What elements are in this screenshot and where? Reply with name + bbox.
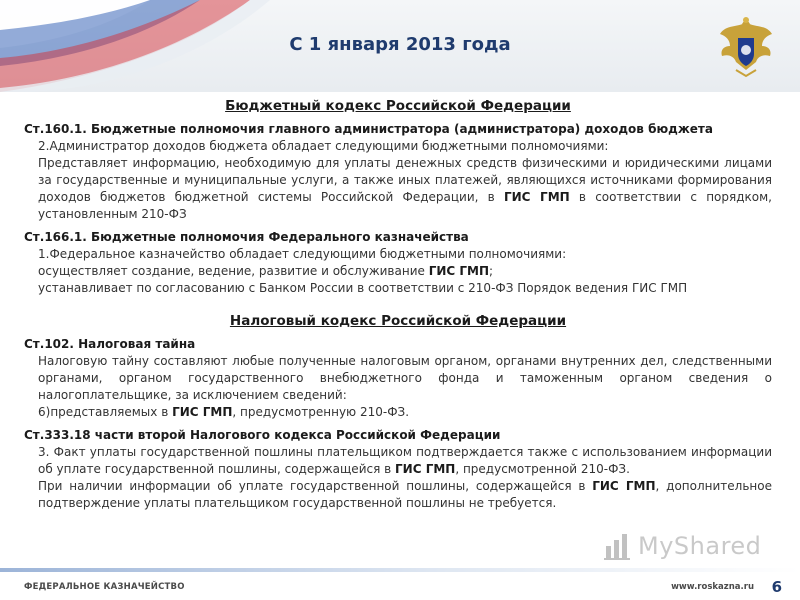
budget-code-title: Бюджетный кодекс Российской Федерации (225, 98, 571, 114)
article-102-p1: Налоговую тайну составляют любые полученные налоговым органом, органами внутренних дел, следственными органами, органом государственного внебюджетного фонда и таможенным органом сведения о налогоплательщике, за исключением сведений: (38, 354, 772, 402)
article-102-p2: 6)представляемых в ГИС ГМП, предусмотренную 210-ФЗ. (38, 405, 410, 419)
footer-org: ФЕДЕРАЛЬНОЕ КАЗНАЧЕЙСТВО (24, 582, 185, 592)
article-160-title: Ст.160.1. Бюджетные полномочия главного администратора (администратора) доходов бюджета (24, 122, 713, 136)
article-166-p3: устанавливает по согласованию с Банком России в соответствии с 210-ФЗ Порядок ведения ГИС ГМП (38, 281, 688, 295)
page-number: 6 (771, 578, 782, 596)
article-333-p2: При наличии информации об уплате государственной пошлины, содержащейся в ГИС ГМП, дополнительное подтверждение уплаты плательщиком государственной пошлины не требуется. (38, 479, 772, 510)
tax-code-title: Налоговый кодекс Российской Федерации (229, 313, 567, 329)
article-166-p2: осуществляет создание, ведение, развитие и обслуживание ГИС ГМП; (38, 264, 494, 278)
article-166-p1: 1.Федеральное казначейство обладает следующими бюджетными полномочиями: (38, 247, 567, 261)
slide-footer (0, 568, 800, 600)
article-333-title: Ст.333.18 части второй Налогового кодекса Российской Федерации (24, 428, 501, 442)
watermark-logo-icon (604, 528, 634, 560)
slide-header (0, 0, 800, 92)
article-102-title: Ст.102. Налоговая тайна (24, 337, 196, 351)
article-160-p1: 2.Администратор доходов бюджета обладает следующими бюджетными полномочиями: (38, 139, 609, 153)
coat-of-arms-icon (716, 14, 776, 80)
footer-divider (0, 568, 800, 572)
watermark (604, 528, 774, 568)
slide-title: С 1 января 2013 года (289, 34, 511, 55)
article-333-p1: 3. Факт уплаты государственной пошлины плательщиком подтверждается также с использованием информации об уплате государственной пошлины, содержащейся в ГИС ГМП, предусмотренной 210-ФЗ. (38, 445, 772, 476)
slide-content (24, 96, 772, 512)
footer-url[interactable]: www.roskazna.ru (671, 582, 754, 592)
watermark-text: MyShared (638, 532, 762, 560)
article-160-p2: Представляет информацию, необходимую для уплаты денежных средств физическими и юридическими лицами за государственные и муниципальные услуги, а также иных платежей, являющихся источниками формирования доходов бюджетов бюджетной системы Российской Федерации, в ГИС ГМП в соответствии с порядком, установленным 210-ФЗ (38, 156, 772, 221)
article-166-title: Ст.166.1. Бюджетные полномочия Федерального казначейства (24, 230, 469, 244)
